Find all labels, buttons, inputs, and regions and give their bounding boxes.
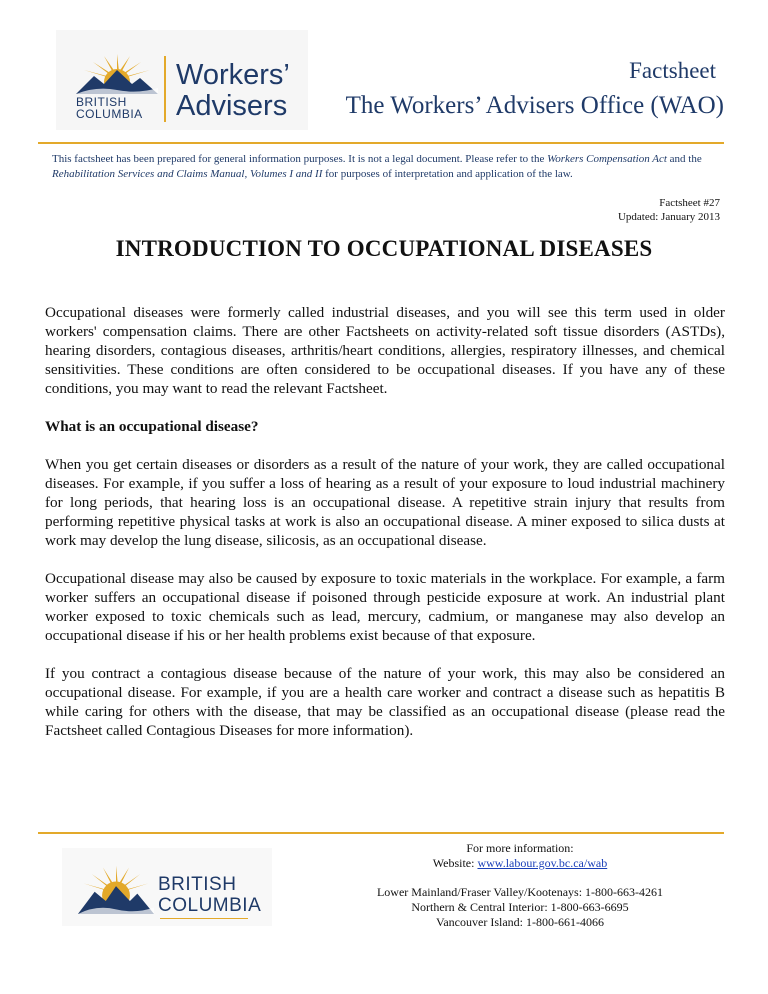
factsheet-number: Factsheet #27	[659, 197, 720, 209]
disclaimer-text-2: and the	[666, 153, 702, 165]
footer-logo-british: BRITISH	[158, 874, 237, 895]
paragraph-1: When you get certain diseases or disorders as a result of the nature of your work, they are called occupational diseases. For example, if you suffer a loss of hearing as a result of your exposure to loud industrial machinery for long periods, that hearing loss is an occupational disease. A repetitive strain injury that results from performing repetitive physical tasks at work is also an occupational disease. A miner exposed to silica dusts at work may develop the lung disease, silicosis, as an occupational disease.	[45, 456, 725, 549]
footer-logo-text	[158, 874, 261, 916]
logo-british-text: BRITISH	[76, 95, 127, 109]
logo-columbia-text: COLUMBIA	[76, 107, 143, 121]
section-heading: What is an occupational disease?	[45, 418, 259, 435]
more-info-label: For more information:	[466, 841, 574, 855]
paragraph-2: Occupational disease may also be caused by exposure to toxic materials in the workplace. For example, a farm worker suffers an occupational disease if poisoned through pesticide exposure at work. An industrial plant worker exposed to toxic chemicals such as lead, mercury, cadmium, or manganese may also develop an occupational disease if his or her health problems exist because of that exposure.	[45, 570, 725, 644]
workers-advisers-logo	[56, 30, 308, 130]
footer-divider	[38, 832, 724, 834]
logo-advisers-text: Advisers	[176, 90, 288, 122]
updated-date: Updated: January 2013	[617, 211, 720, 223]
document-title: INTRODUCTION TO OCCUPATIONAL DISEASES	[115, 236, 653, 261]
factsheet-label: Factsheet	[629, 58, 716, 83]
disclaimer-text-3: for purposes of interpretation and application of the law.	[322, 168, 573, 180]
disclaimer-act: Workers Compensation Act	[547, 153, 667, 165]
bc-sun-mountain-logo-icon	[74, 52, 160, 94]
logo-workers-text: Workers’	[176, 59, 290, 91]
website-line	[310, 856, 730, 871]
disclaimer	[52, 152, 720, 182]
factsheet-meta	[618, 196, 720, 224]
website-link[interactable]: www.labour.gov.bc.ca/wab	[477, 856, 608, 870]
logo-workers-advisers-text	[176, 60, 290, 122]
disclaimer-text-1: This factsheet has been prepared for general information purposes. It is not a legal document. Please refer to the	[52, 153, 548, 165]
bc-sun-mountain-logo-icon	[76, 862, 156, 914]
phone-vancouver-island: Vancouver Island: 1-800-661-4066	[436, 915, 604, 929]
organization-name: The Workers’ Advisers Office (WAO)	[345, 92, 724, 119]
paragraph-3: If you contract a contagious disease because of the nature of your work, this may also be considered an occupational disease. For example, if you are a health care worker and contract a disease such as hepatitis B while caring for others with the disease, that may be classified as an occupational disease (please read the Factsheet called Contagious Diseases for more information).	[45, 665, 725, 739]
website-label: Website:	[432, 856, 478, 870]
phone-northern-central: Northern & Central Interior: 1-800-663-6695	[411, 900, 629, 914]
footer-logo-underline	[160, 918, 248, 919]
phone-lower-mainland: Lower Mainland/Fraser Valley/Kootenays: 1-800-663-4261	[376, 885, 664, 899]
footer-logo-columbia: COLUMBIA	[158, 895, 262, 916]
british-columbia-logo	[62, 848, 272, 926]
logo-divider	[164, 56, 166, 122]
document-body	[45, 303, 725, 759]
disclaimer-manual: Rehabilitation Services and Claims Manual, Volumes I and II	[52, 168, 323, 180]
logo-british-columbia-text	[76, 96, 143, 120]
contact-info	[310, 841, 730, 930]
header-divider	[38, 142, 724, 144]
intro-paragraph: Occupational diseases were formerly called industrial diseases, and you will see this term used in older workers' compensation claims. There are other Factsheets on activity-related soft tissue disorders (ASTDs), hearing disorders, contagious diseases, arthritis/heart conditions, allergies, respiratory illnesses, and chemical sensitivities. These conditions are often considered to be occupational diseases. If you have any of these conditions, you may want to read the relevant Factsheet.	[45, 304, 725, 397]
